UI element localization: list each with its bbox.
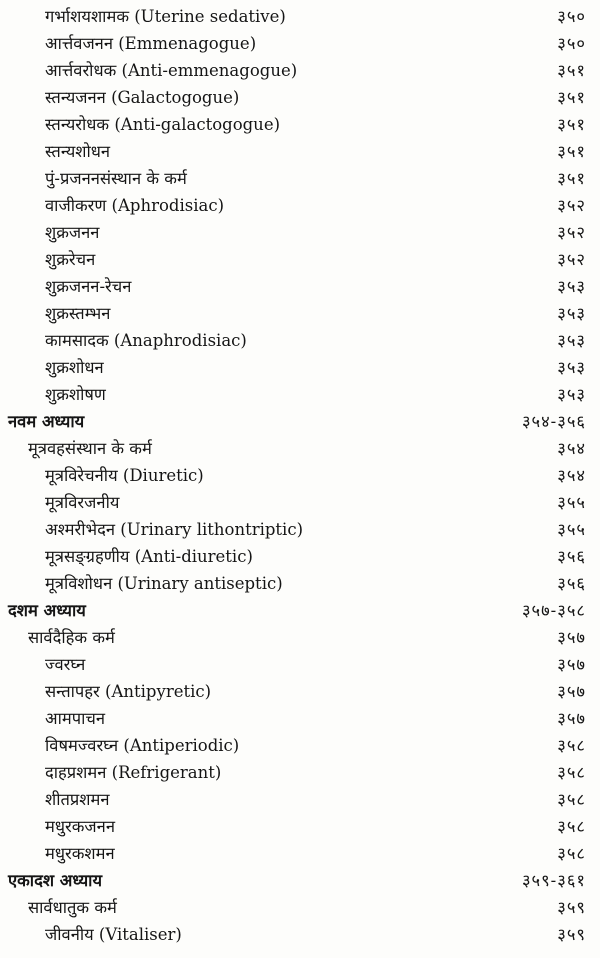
entry-title: मूत्रविरजनीय — [45, 493, 120, 512]
toc-entry-row — [0, 354, 600, 381]
entry-page-number: ३५३ — [557, 331, 586, 350]
entry-title: नवम अध्याय — [8, 412, 85, 431]
entry-page-number: ३५४ — [557, 466, 586, 485]
entry-title: सार्वदैहिक कर्म — [28, 628, 115, 647]
entry-page-number: ३५८ — [557, 790, 586, 809]
entry-title: शुक्रशोधन — [45, 358, 104, 377]
toc-entry-row — [0, 300, 600, 327]
entry-page-number: ३५७ — [557, 709, 586, 728]
toc-entry-row — [0, 570, 600, 597]
entry-page-number: ३५७ — [557, 682, 586, 701]
toc-entry-row — [0, 705, 600, 732]
entry-title: सन्तापहर (Antipyretic) — [45, 682, 212, 701]
entry-title: दशम अध्याय — [8, 601, 86, 620]
toc-entry-row — [0, 84, 600, 111]
entry-page-number: ३५७ — [557, 655, 586, 674]
entry-page-number: ३५१ — [557, 88, 586, 107]
entry-title: मूत्रविरेचनीय (Diuretic) — [45, 466, 204, 485]
entry-page-number: ३५३ — [557, 304, 586, 323]
entry-page-number: ३५९ — [557, 898, 586, 917]
section-row — [0, 624, 600, 651]
toc-entry-row — [0, 219, 600, 246]
entry-title: जीवनीय (Vitaliser) — [45, 925, 182, 944]
entry-title: मूत्रवहसंस्थान के कर्म — [28, 439, 152, 458]
section-row — [0, 435, 600, 462]
entry-page-number: ३५३ — [557, 277, 586, 296]
entry-page-number: ३५६ — [557, 574, 586, 593]
toc-entry-row — [0, 921, 600, 948]
entry-title: अश्मरीभेदन (Urinary lithontriptic) — [45, 520, 304, 539]
entry-page-number: ३५६ — [557, 547, 586, 566]
toc-entry-row — [0, 138, 600, 165]
entry-title: आर्त्तवजनन (Emmenagogue) — [45, 34, 257, 53]
table-of-contents — [0, 3, 600, 948]
toc-entry-row — [0, 273, 600, 300]
entry-page-number: ३५९ — [557, 925, 586, 944]
entry-title: ज्वरघ्न — [45, 655, 86, 674]
toc-entry-row — [0, 30, 600, 57]
entry-title: मधुरकजनन — [45, 817, 115, 836]
entry-page-number: ३५२ — [557, 223, 586, 242]
chapter-heading-row — [0, 867, 600, 894]
toc-entry-row — [0, 786, 600, 813]
entry-page-number: ३५८ — [557, 844, 586, 863]
entry-page-number: ३५२ — [557, 250, 586, 269]
entry-title: स्तन्यजनन (Galactogogue) — [45, 88, 240, 107]
entry-page-number: ३५९-३६१ — [521, 871, 586, 890]
entry-title: शुक्रजनन-रेचन — [45, 277, 132, 296]
toc-entry-row — [0, 165, 600, 192]
toc-entry-row — [0, 381, 600, 408]
toc-entry-row — [0, 759, 600, 786]
entry-page-number: ३५० — [557, 34, 586, 53]
toc-entry-row — [0, 489, 600, 516]
toc-entry-row — [0, 651, 600, 678]
toc-entry-row — [0, 462, 600, 489]
entry-title: आमपाचन — [45, 709, 106, 728]
entry-title: मूत्रविशोधन (Urinary antiseptic) — [45, 574, 283, 593]
entry-page-number: ३५० — [557, 7, 586, 26]
toc-entry-row — [0, 3, 600, 30]
entry-title: एकादश अध्याय — [8, 871, 103, 890]
entry-page-number: ३५८ — [557, 736, 586, 755]
entry-page-number: ३५३ — [557, 358, 586, 377]
toc-entry-row — [0, 732, 600, 759]
entry-page-number: ३५४-३५६ — [521, 412, 586, 431]
entry-title: गर्भाशयशामक (Uterine sedative) — [45, 7, 286, 26]
entry-title: शुक्रशोषण — [45, 385, 106, 404]
toc-entry-row — [0, 192, 600, 219]
toc-entry-row — [0, 678, 600, 705]
entry-page-number: ३५१ — [557, 169, 586, 188]
entry-page-number: ३५२ — [557, 196, 586, 215]
entry-page-number: ३५१ — [557, 115, 586, 134]
entry-title: कामसादक (Anaphrodisiac) — [45, 331, 247, 350]
toc-entry-row — [0, 543, 600, 570]
chapter-heading-row — [0, 408, 600, 435]
entry-title: वाजीकरण (Aphrodisiac) — [45, 196, 225, 215]
entry-title: पुं-प्रजननसंस्थान के कर्म — [45, 169, 187, 188]
chapter-heading-row — [0, 597, 600, 624]
entry-title: स्तन्यरोधक (Anti-galactogogue) — [45, 115, 281, 134]
entry-page-number: ३५७ — [557, 628, 586, 647]
toc-entry-row — [0, 840, 600, 867]
toc-entry-row — [0, 111, 600, 138]
entry-page-number: ३५५ — [557, 493, 586, 512]
entry-page-number: ३५८ — [557, 817, 586, 836]
entry-title: शुक्रजनन — [45, 223, 100, 242]
entry-title: सार्वधातुक कर्म — [28, 898, 117, 917]
entry-title: मधुरकशमन — [45, 844, 115, 863]
toc-entry-row — [0, 327, 600, 354]
entry-title: दाहप्रशमन (Refrigerant) — [45, 763, 222, 782]
toc-entry-row — [0, 516, 600, 543]
entry-page-number: ३५४ — [557, 439, 586, 458]
entry-page-number: ३५१ — [557, 61, 586, 80]
entry-title: विषमज्वरघ्न (Antiperiodic) — [45, 736, 240, 755]
entry-title: स्तन्यशोधन — [45, 142, 111, 161]
entry-page-number: ३५७-३५८ — [521, 601, 586, 620]
entry-page-number: ३५५ — [557, 520, 586, 539]
entry-title: शुक्रस्तम्भन — [45, 304, 111, 323]
entry-page-number: ३५८ — [557, 763, 586, 782]
toc-entry-row — [0, 246, 600, 273]
entry-page-number: ३५३ — [557, 385, 586, 404]
toc-entry-row — [0, 57, 600, 84]
section-row — [0, 894, 600, 921]
toc-entry-row — [0, 813, 600, 840]
entry-title: शीतप्रशमन — [45, 790, 110, 809]
entry-title: मूत्रसङ्ग्रहणीय (Anti-diuretic) — [45, 547, 253, 566]
entry-title: शुक्ररेचन — [45, 250, 96, 269]
entry-title: आर्त्तवरोधक (Anti-emmenagogue) — [45, 61, 298, 80]
entry-page-number: ३५१ — [557, 142, 586, 161]
